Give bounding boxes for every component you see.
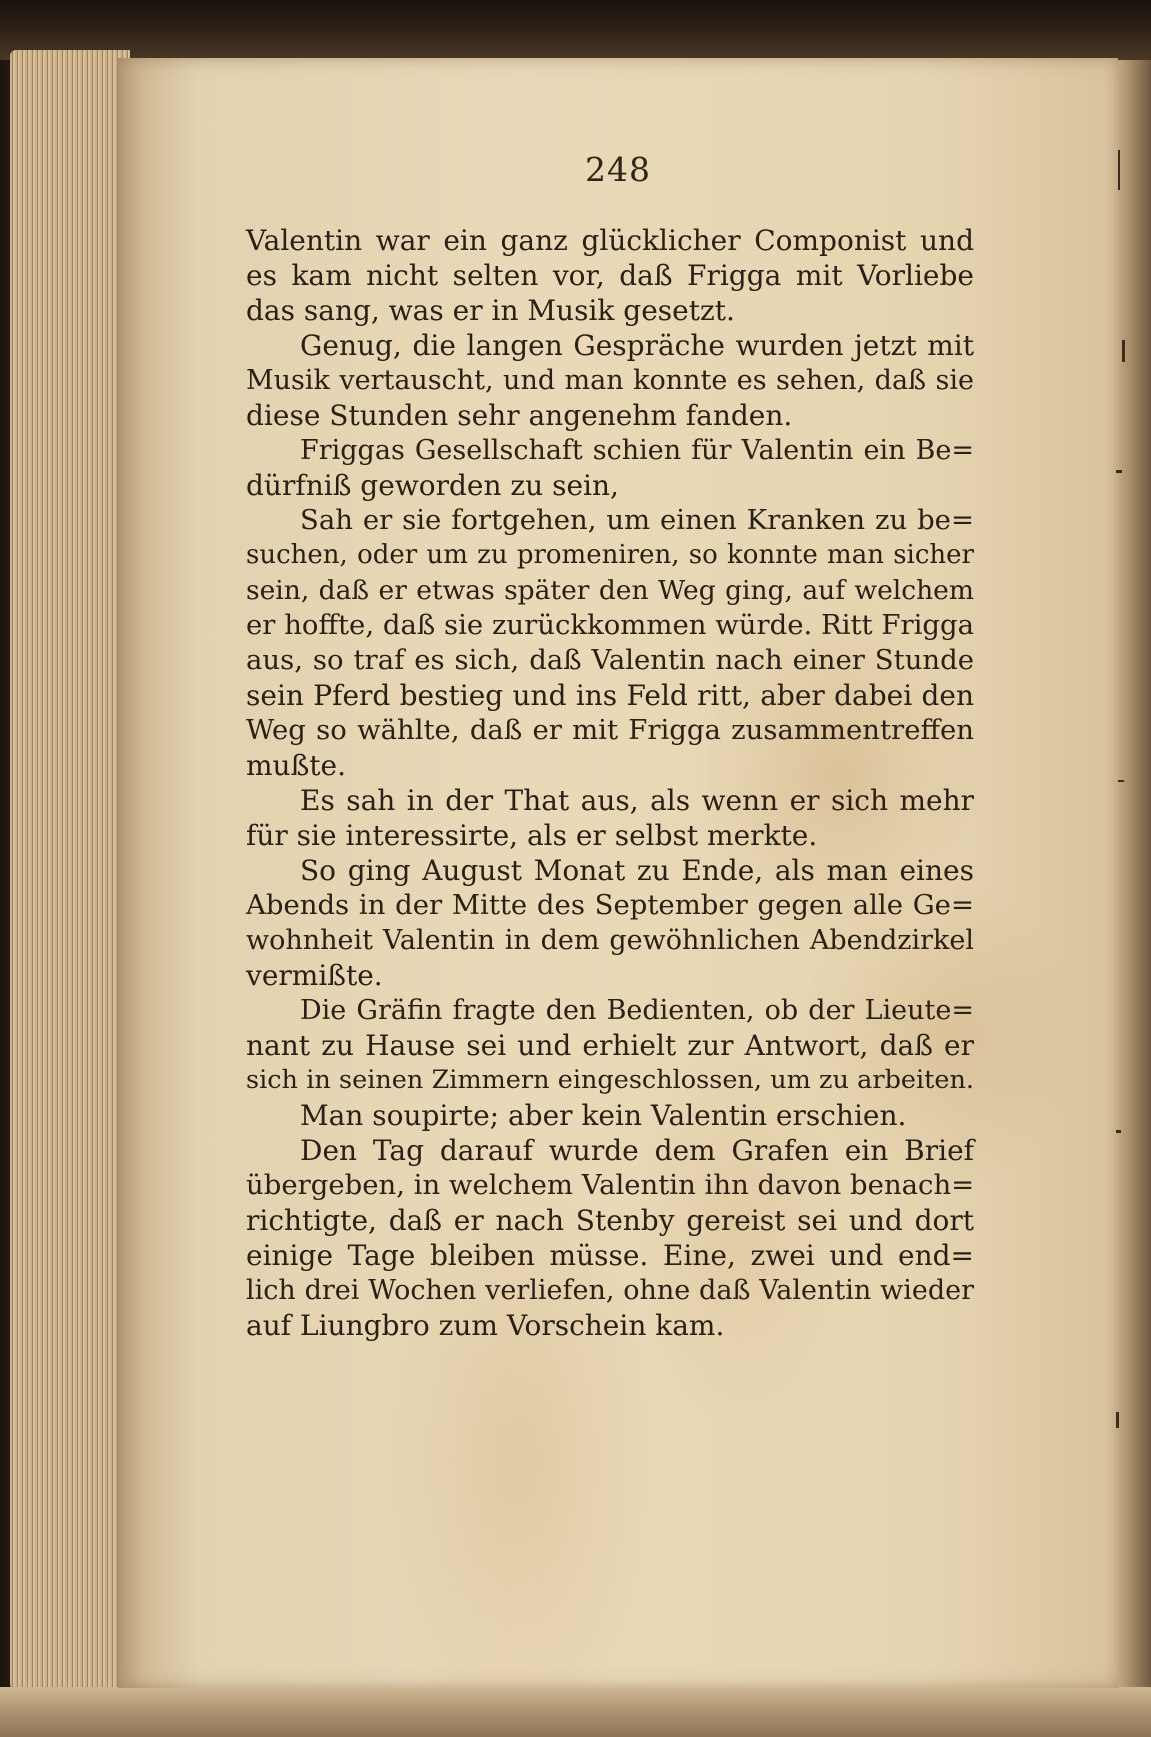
text-line: für sie interessirte, als er selbst merkte. bbox=[246, 819, 818, 852]
text-line: übergeben, in welchem Valentin ihn davon benach= bbox=[246, 1169, 975, 1201]
text-line: Friggas Gesellschaft schien für Valentin ein Be= bbox=[300, 435, 974, 466]
text-line: Die Gräfin fragte den Bedienten, ob der Lieute= bbox=[300, 995, 974, 1026]
scan-artifact bbox=[1122, 340, 1125, 362]
text-line: suchen, oder um zu promeniren, so konnte man sicher bbox=[246, 540, 974, 570]
text-line: sein Pferd bestieg und ins Feld ritt, aber dabei den bbox=[246, 679, 974, 712]
text-line: es kam nicht selten vor, daß Frigga mit Vorliebe bbox=[246, 259, 974, 292]
text-line: lich drei Wochen verliefen, ohne daß Valentin wieder bbox=[246, 1275, 974, 1306]
text-line: mußte. bbox=[246, 749, 347, 782]
text-line: er hoffte, daß sie zurückkommen würde. Ritt Frigga bbox=[246, 609, 974, 641]
book-right-edge bbox=[1115, 60, 1151, 1737]
text-line: richtigte, daß er nach Stenby gereist sei und dort bbox=[246, 1204, 974, 1237]
book-page bbox=[118, 58, 1118, 1688]
text-line: Valentin war ein ganz glücklicher Componist und bbox=[246, 224, 974, 257]
text-line: nant zu Hause sei und erhielt zur Antwort, daß er bbox=[246, 1029, 974, 1062]
scan-artifact bbox=[1116, 1412, 1119, 1428]
book-top-edge bbox=[0, 0, 1151, 60]
text-line: vermißte. bbox=[246, 959, 383, 992]
text-line: sein, daß er etwas später den Weg ging, auf welchem bbox=[246, 575, 974, 606]
scan-artifact bbox=[1116, 470, 1122, 473]
scan-artifact bbox=[1116, 1130, 1121, 1133]
book-bottom-edge bbox=[0, 1687, 1151, 1737]
text-line: Genug, die langen Gespräche wurden jetzt mit bbox=[300, 329, 974, 362]
text-line: einige Tage bleiben müsse. Eine, zwei und end= bbox=[246, 1239, 974, 1272]
text-line: aus, so traf es sich, daß Valentin nach einer Stunde bbox=[246, 644, 974, 676]
page-number: 248 bbox=[585, 150, 651, 189]
text-line: Es sah in der That aus, als wenn er sich mehr bbox=[300, 784, 974, 817]
page-block-left-edges bbox=[10, 50, 130, 1690]
text-line: Man soupirte; aber kein Valentin erschien. bbox=[300, 1099, 907, 1132]
body-text bbox=[246, 223, 974, 1343]
text-line: Musik vertauscht, und man konnte es sehen, daß sie bbox=[246, 365, 974, 396]
text-line: Abends in der Mitte des September gegen alle Ge= bbox=[246, 889, 974, 921]
text-line: diese Stunden sehr angenehm fanden. bbox=[246, 399, 793, 432]
scan-artifact bbox=[1118, 150, 1120, 190]
text-line: das sang, was er in Musik gesetzt. bbox=[246, 294, 735, 327]
text-line: Sah er sie fortgehen, um einen Kranken zu be= bbox=[300, 504, 974, 536]
text-line: dürfniß geworden zu sein, bbox=[246, 469, 619, 502]
scan-artifact bbox=[1118, 780, 1124, 782]
text-line: Weg so wählte, daß er mit Frigga zusammentreffen bbox=[246, 714, 974, 746]
text-line: auf Liungbro zum Vorschein kam. bbox=[246, 1309, 725, 1342]
text-line: wohnheit Valentin in dem gewöhnlichen Abendzirkel bbox=[246, 925, 974, 956]
text-line: Den Tag darauf wurde dem Grafen ein Brief bbox=[300, 1134, 974, 1167]
text-line: sich in seinen Zimmern eingeschlossen, um zu arbeiten. bbox=[246, 1065, 974, 1095]
text-line: So ging August Monat zu Ende, als man eines bbox=[300, 854, 974, 887]
